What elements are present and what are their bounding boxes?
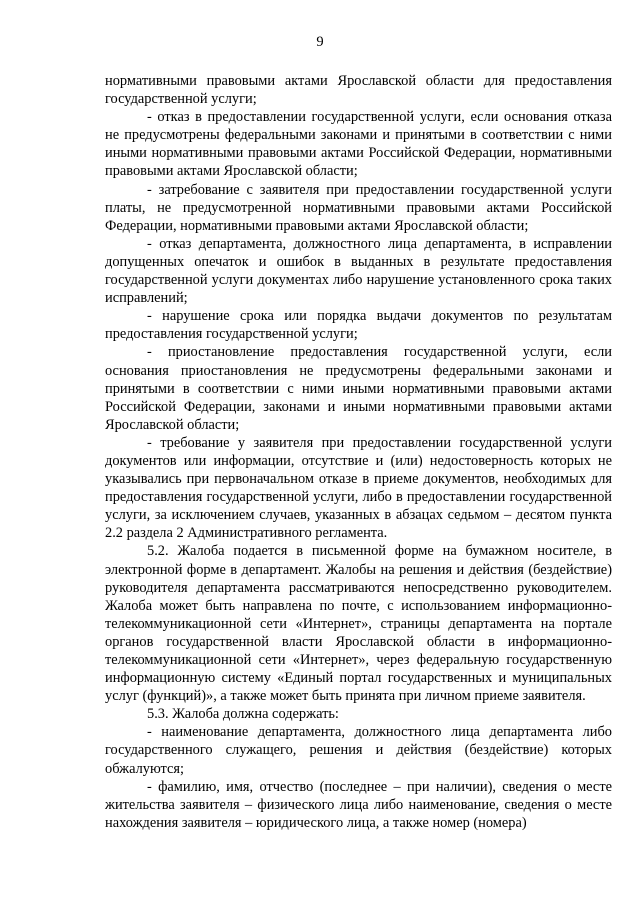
list-item-name-of-department: - наименование департамента, должностного лица департамента либо государственного служащего, решения и действия (бездействие) которых обжалуются;	[105, 724, 612, 777]
section-5-2-paragraph: 5.2. Жалоба подается в письменной форме на бумажном носителе, в электронной форме в департамент. Жалобы на решения и действия (бездействие) руководителя департамента рассматриваются непосредственно руководителем. Жалоба может быть направлена по почте, с использованием информационно-телекоммуникационной сети «Интернет», страницы департамента на портале органов государственной власти Ярославской области в информационно-телекоммуникационной сети «Интернет», через федеральную государственную информационную систему «Единый портал государственных и муниципальных услуг (функций)», а также может быть принята при личном приеме заявителя.	[105, 543, 612, 705]
list-item-suspension-of-service: - приостановление предоставления государственной услуги, если основания приостановления не предусмотрены федеральными законами и принятыми в соответствии с ними иными нормативными правовыми актами Российской Федерации, законами и иными нормативными правовыми актами Ярославской области;	[105, 344, 612, 433]
list-item-violation-of-issue-deadline: - нарушение срока или порядка выдачи документов по результатам предоставления государственной услуги;	[105, 308, 612, 343]
section-5-3-heading: 5.3. Жалоба должна содержать:	[147, 706, 339, 723]
list-item-demand-of-fee: - затребование с заявителя при предоставлении государственной услуги платы, не предусмотренной нормативными правовыми актами Российской Федерации, нормативными правовыми актами Ярославской области;	[105, 181, 612, 234]
list-item-refusal-to-correct-errors: - отказ департамента, должностного лица департамента, в исправлении допущенных опечаток и ошибок в выданных в результате предоставления государственной услуги документах либо нарушение установленного срока таких исправлений;	[105, 235, 612, 307]
list-item-applicant-details: - фамилию, имя, отчество (последнее – при наличии), сведения о месте жительства заявителя – физического лица либо наименование, сведения о месте нахождения заявителя – юридического лица, а также номер (номера)	[105, 778, 612, 831]
paragraph-continuation: нормативными правовыми актами Ярославской области для предоставления государственной услуги;	[105, 73, 612, 108]
body-text	[105, 72, 612, 832]
list-item-demand-of-documents: - требование у заявителя при предоставлении государственной услуги документов или информации, отсутствие и (или) недостоверность которых не указывались при первоначальном отказе в приеме документов, необходимых для предоставления государственной услуги, либо в предоставлении государственной услуги, за исключением случаев, указанных в абзацах седьмом – десятом пункта 2.2 раздела 2 Административного регламента.	[105, 434, 612, 542]
page-number: 9	[316, 34, 324, 50]
list-item-refusal-of-service: - отказ в предоставлении государственной услуги, если основания отказа не предусмотрены федеральными законами и принятыми в соответствии с ними иными нормативными правовыми актами Российской Федерации, нормативными правовыми актами Ярославской области;	[105, 109, 612, 180]
